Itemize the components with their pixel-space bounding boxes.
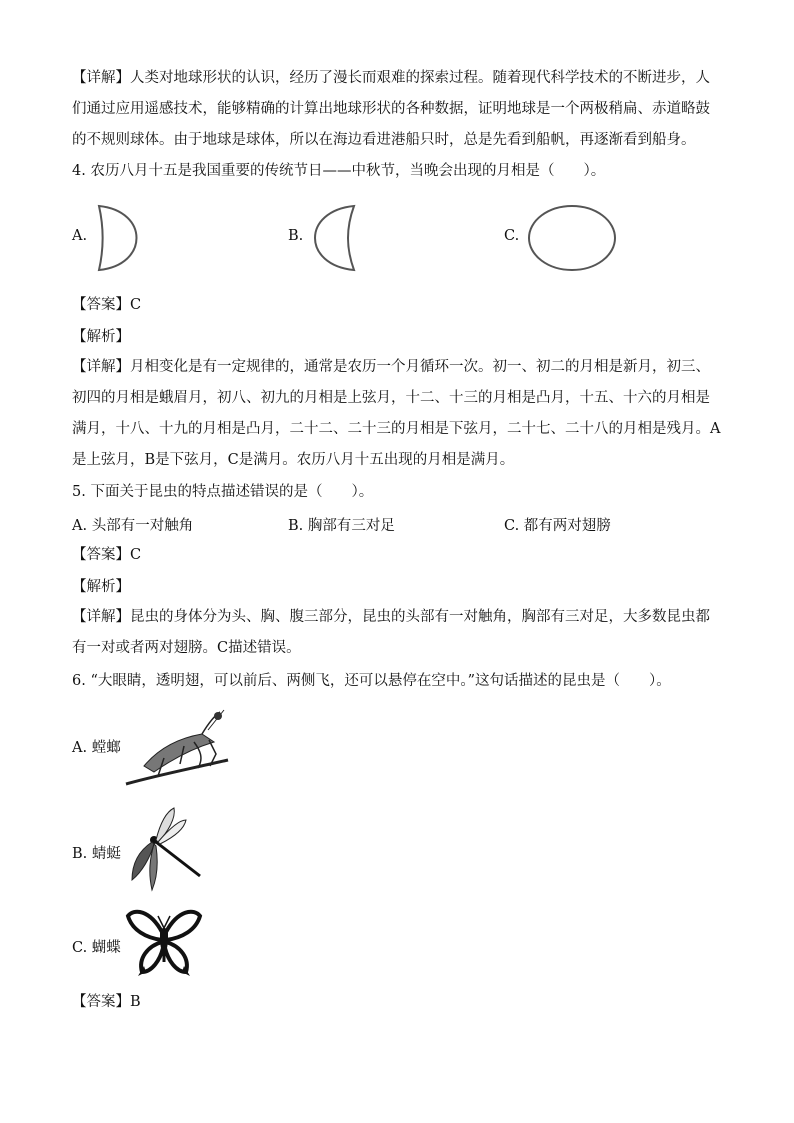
q3-detail-paragraph: 【详解】人类对地球形状的认识，经历了漫长而艰难的探索过程。随着现代科学技术的不断进步，人们通过应用遥感技术，能够精确的计算出地球形状的各种数据，证明地球是一个两极稍扁、赤道略鼓的不规则球体。由于地球是球体，所以在海边看进港船只时，总是先看到船帆，再逐渐看到船身。 — [72, 70, 710, 148]
q4-analysis-title: 【解析】 — [72, 329, 130, 345]
q6-answer: 【答案】B — [72, 994, 141, 1010]
q4-option-c-label: C. — [504, 228, 520, 244]
q5-detail-paragraph: 【详解】昆虫的身体分为头、胸、腹三部分，昆虫的头部有一对触角，胸部有三对足，大多数昆虫都有一对或者两对翅膀。C描述错误。 — [72, 609, 710, 656]
q4-answer: 【答案】C — [72, 297, 142, 313]
q6-option-b-label: B. 蜻蜓 — [72, 846, 121, 862]
q6-option-c-label: C. 蝴蝶 — [72, 940, 121, 956]
butterfly-icon — [124, 906, 204, 980]
q4-detail-paragraph: 【详解】月相变化是有一定规律的，通常是农历一个月循环一次。初一、初二的月相是新月，初三、初四的月相是蛾眉月，初八、初九的月相是上弦月，十二、十三的月相是凸月，十五、十六的月相是满月，十八、十九的月相是凸月，二十二、二十三的月相是下弦月，二十七、二十八的月相是残月。A是上弦月，B是下弦月，C是满月。农历八月十五出现的月相是满月。 — [72, 359, 721, 468]
dragonfly-icon — [126, 806, 206, 894]
q5-option-c[interactable]: C. 都有两对翅膀 — [504, 518, 611, 534]
q5-answer: 【答案】C — [72, 547, 142, 563]
full-moon-icon — [526, 203, 618, 273]
q4-options — [72, 203, 722, 273]
q6-option-b[interactable] — [72, 806, 372, 886]
q5-analysis-title: 【解析】 — [72, 579, 130, 595]
q6-option-c[interactable] — [72, 906, 372, 986]
q5-option-b[interactable]: B. 胸部有三对足 — [288, 518, 395, 534]
q5-option-a[interactable]: A. 头部有一对触角 — [72, 518, 194, 534]
q4-option-b-label: B. — [288, 228, 304, 244]
mantis-icon — [124, 706, 234, 790]
left-crescent-moon-icon — [310, 203, 360, 273]
right-half-moon-icon — [94, 203, 144, 273]
q6-question: 6. “大眼睛，透明翅，可以前后、两侧飞，还可以悬停在空中。”这句话描述的昆虫是（ ）。 — [72, 673, 671, 689]
q6-option-a[interactable] — [72, 706, 372, 786]
q4-question: 4. 农历八月十五是我国重要的传统节日——中秋节，当晚会出现的月相是（ ）。 — [72, 163, 606, 179]
q5-question: 5. 下面关于昆虫的特点描述错误的是（ ）。 — [72, 484, 374, 500]
q4-option-a-label: A. — [72, 228, 88, 244]
q6-option-a-label: A. 螳螂 — [72, 740, 121, 756]
